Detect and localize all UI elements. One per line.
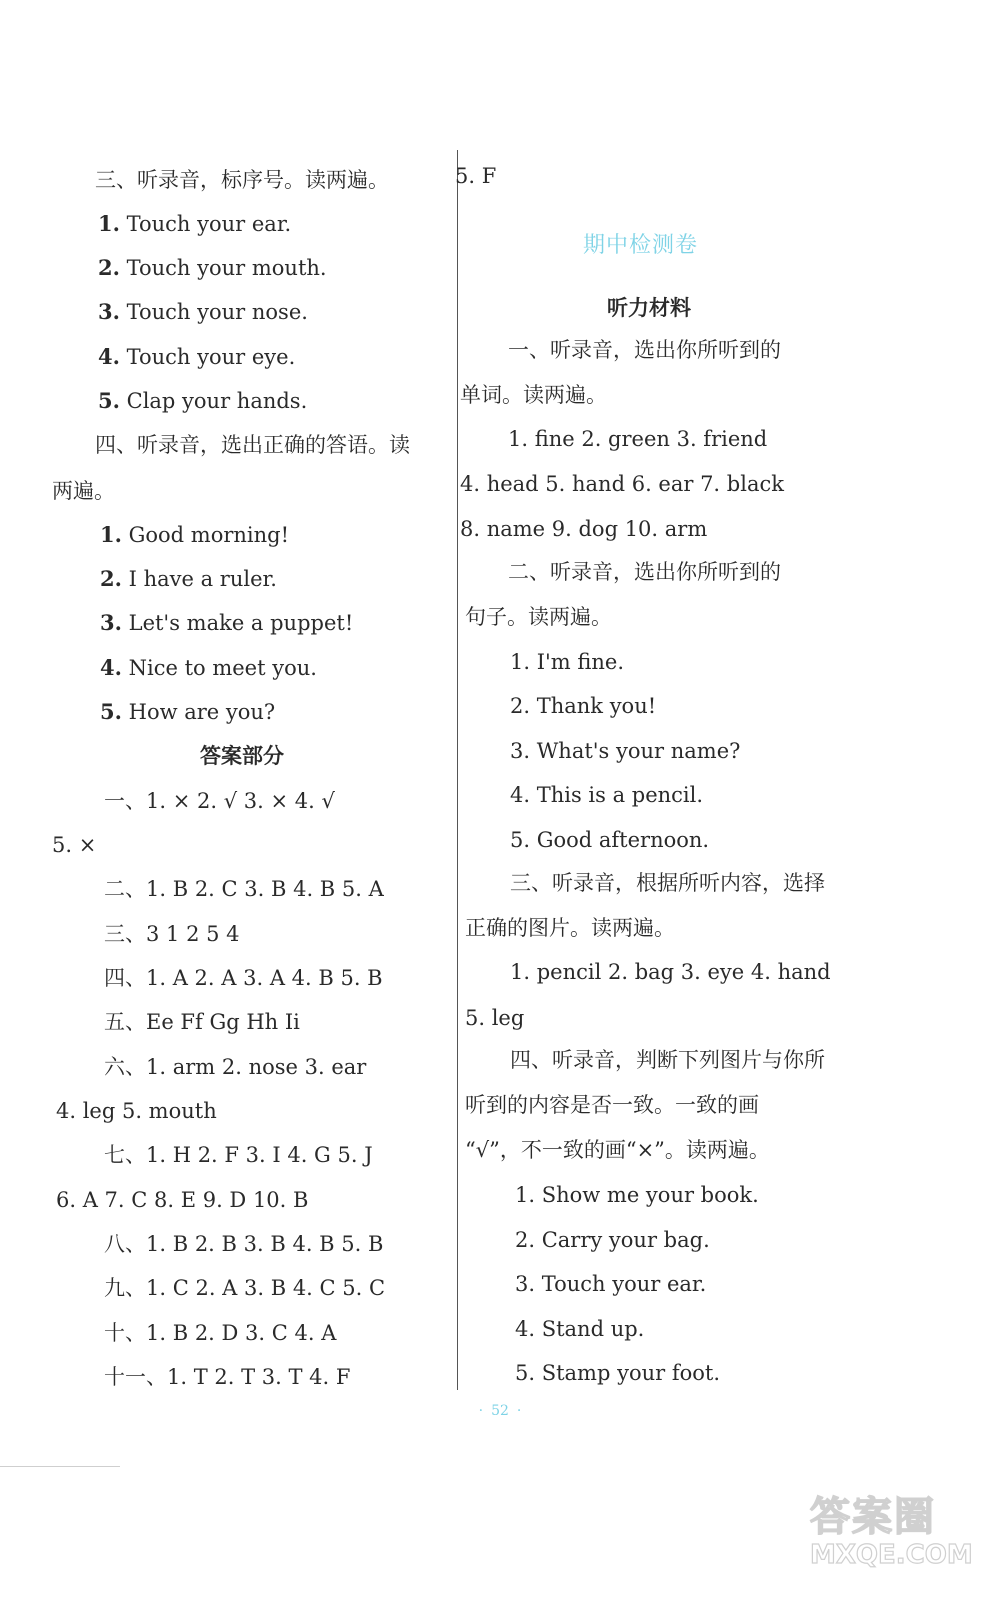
listening-item: 1. fine 2. green 3. friend [508, 427, 768, 451]
listening-item: 1. Show me your book. [515, 1183, 759, 1207]
page-number-dot: · [478, 1403, 484, 1419]
section-instruction: 四、听录音，判断下列图片与你所 [510, 1048, 825, 1072]
listening-item: 1. Touch your ear. [98, 211, 292, 236]
answer-line: 5. × [52, 833, 97, 857]
section-title: 期中检测卷 [583, 233, 699, 258]
subheading: 听力材料 [607, 296, 691, 320]
footer-rule [0, 1466, 120, 1467]
listening-item: 4. Touch your eye. [98, 344, 296, 369]
answer-line: 6. A 7. C 8. E 9. D 10. B [56, 1188, 309, 1212]
listening-item: 3. Let's make a puppet! [100, 610, 354, 635]
section-instruction: 两遍。 [52, 479, 115, 503]
answer-line: 八、1. B 2. B 3. B 4. B 5. B [104, 1232, 384, 1256]
listening-item: 4. Nice to meet you. [100, 655, 317, 680]
listening-item: 2. Thank you! [510, 694, 657, 718]
listening-item: 4. Stand up. [515, 1317, 645, 1341]
watermark-text: 答案圈 [810, 1494, 936, 1540]
listening-item: 5. leg [465, 1006, 525, 1030]
section-instruction: 听到的内容是否一致。一致的画 [465, 1093, 759, 1117]
listening-item: 3. Touch your nose. [98, 299, 308, 324]
answer-line: 十、1. B 2. D 3. C 4. A [104, 1321, 337, 1345]
section-instruction: “√”，不一致的画“×”。读两遍。 [465, 1138, 770, 1162]
answer-line: 4. leg 5. mouth [56, 1099, 217, 1123]
listening-item: 5. Stamp your foot. [515, 1361, 721, 1385]
listening-item: 1. pencil 2. bag 3. eye 4. hand [510, 960, 831, 984]
listening-item: 4. head 5. hand 6. ear 7. black [460, 472, 784, 496]
answer-line: 九、1. C 2. A 3. B 4. C 5. C [104, 1276, 386, 1300]
column-divider [457, 150, 458, 1390]
answer-line: 五、Ee Ff Gg Hh Ii [104, 1010, 300, 1034]
section-instruction: 正确的图片。读两遍。 [465, 916, 675, 940]
listening-item: 2. Carry your bag. [515, 1228, 710, 1252]
section-instruction: 三、听录音，根据所听内容，选择 [510, 871, 825, 895]
answer-line: 二、1. B 2. C 3. B 4. B 5. A [104, 877, 384, 901]
section-instruction: 一、听录音，选出你所听到的 [508, 338, 781, 362]
watermark-logo [810, 1485, 980, 1595]
listening-item: 2. I have a ruler. [100, 566, 277, 591]
section-instruction: 单词。读两遍。 [460, 383, 607, 407]
answer-line: 七、1. H 2. F 3. I 4. G 5. J [104, 1143, 373, 1167]
answer-line: 5. F [455, 164, 497, 188]
answer-line: 四、1. A 2. A 3. A 4. B 5. B [104, 966, 383, 990]
section-instruction: 三、听录音，标序号。读两遍。 [95, 168, 389, 192]
answer-line: 十一、1. T 2. T 3. T 4. F [104, 1365, 351, 1389]
section-instruction: 二、听录音，选出你所听到的 [508, 560, 781, 584]
page-number-dot: · [516, 1403, 522, 1419]
listening-item: 5. How are you? [100, 699, 276, 724]
listening-item: 1. Good morning! [100, 522, 290, 547]
section-instruction: 四、听录音，选出正确的答语。读 [95, 433, 410, 457]
listening-item: 2. Touch your mouth. [98, 255, 327, 280]
answers-heading: 答案部分 [200, 744, 284, 768]
listening-item: 5. Clap your hands. [98, 388, 308, 413]
listening-item: 3. What's your name? [510, 739, 741, 763]
answer-line: 六、1. arm 2. nose 3. ear [104, 1055, 367, 1079]
watermark-url: MXQE.COM [810, 1540, 973, 1570]
answer-line: 一、1. × 2. √ 3. × 4. √ [104, 789, 335, 813]
listening-item: 1. I'm fine. [510, 650, 625, 674]
section-instruction: 句子。读两遍。 [465, 605, 612, 629]
listening-item: 5. Good afternoon. [510, 828, 710, 852]
listening-item: 4. This is a pencil. [510, 783, 704, 807]
listening-item: 8. name 9. dog 10. arm [460, 517, 708, 541]
answer-line: 三、3 1 2 5 4 [104, 922, 240, 946]
page-number: · 52 · [478, 1403, 522, 1419]
listening-item: 3. Touch your ear. [515, 1272, 707, 1296]
